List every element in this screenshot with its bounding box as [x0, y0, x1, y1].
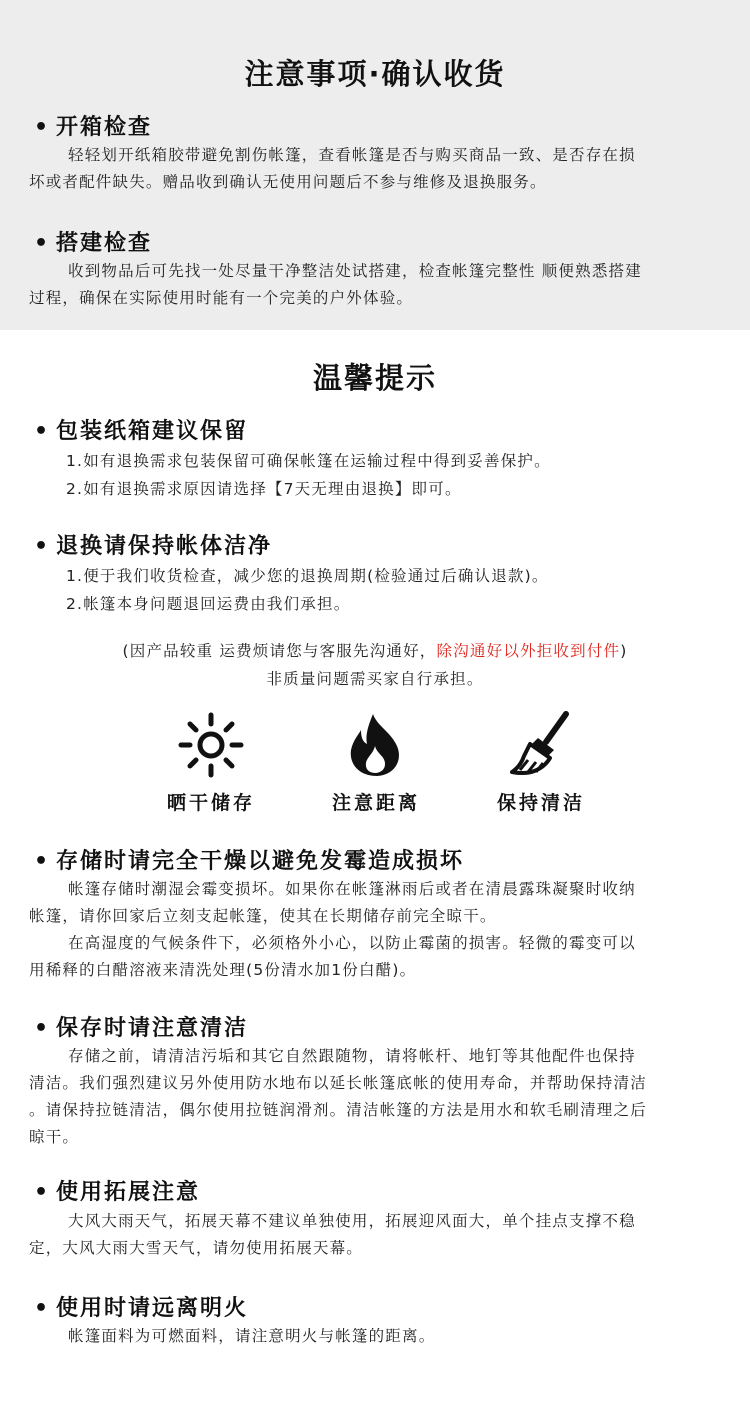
bullet: •	[34, 1180, 51, 1205]
bullet: •	[34, 419, 51, 444]
list-clean-return	[66, 562, 726, 618]
notice-line-1: (因产品较重 运费烦请您与客服先沟通好，除沟通好以外拒收到付件)	[122, 642, 628, 660]
heading-extension	[34, 1175, 200, 1206]
heading-text: 包装纸箱建议保留	[56, 419, 249, 444]
text-line: 坏或者配件缺失。赠品收到确认无使用问题后不参与维修及退换服务。	[29, 173, 547, 191]
heading-storage-dry	[34, 844, 464, 875]
list-keep-box	[66, 447, 726, 503]
heading-text: 使用时请远离明火	[56, 1296, 249, 1321]
notice-line-2: 非质量问题需买家自行承担。	[266, 670, 484, 688]
fire-icon	[347, 712, 405, 778]
text-line: 帐篷面料为可燃面料，请注意明火与帐篷的距离。	[68, 1327, 436, 1345]
text-line: 过程，确保在实际使用时能有一个完美的户外体验。	[29, 289, 414, 307]
heading-keep-clean	[34, 1011, 248, 1042]
list-item: 1.便于我们收货检查，减少您的退换周期(检验通过后确认退款)。	[66, 567, 549, 585]
bullet: •	[34, 849, 51, 874]
heading-text: 开箱检查	[56, 115, 153, 140]
bullet: •	[34, 115, 51, 140]
bullet: •	[34, 1016, 51, 1041]
list-item: 2.如有退换需求原因请选择【7天无理由退换】即可。	[66, 480, 462, 498]
heading-text: 存储时请完全干燥以避免发霉造成损坏	[56, 849, 465, 874]
heading-setup-check	[34, 226, 152, 257]
heading-unbox-check	[34, 110, 152, 141]
paragraph-extension	[29, 1208, 729, 1262]
heading-text: 使用拓展注意	[56, 1180, 201, 1205]
heading-fire-distance	[34, 1291, 248, 1322]
text-line: 用稀释的白醋溶液来清洗处理(5份清水加1份白醋)。	[29, 961, 417, 979]
heading-text: 退换请保持帐体洁净	[56, 534, 273, 559]
text-line: 大风大雨天气，拓展天幕不建议单独使用，拓展迎风面大，单个挂点支撑不稳	[68, 1212, 636, 1230]
section-title-confirm-receipt: 注意事项·确认收货	[244, 57, 506, 91]
icon-label-keep-distance: 注意距离	[331, 792, 420, 814]
notice-warning-red: 除沟通好以外拒收到付件	[436, 642, 621, 660]
text-line: 帐篷，请你回家后立刻支起帐篷，使其在长期储存前完全晾干。	[29, 907, 497, 925]
section-title-warm-tips: 温馨提示	[312, 361, 437, 395]
icon-label-dry-storage: 晒干储存	[166, 792, 255, 814]
paragraph-storage-dry	[29, 876, 729, 984]
broom-icon	[508, 710, 572, 780]
list-item: 1.如有退换需求包装保留可确保帐篷在运输过程中得到妥善保护。	[66, 452, 551, 470]
heading-clean-return	[34, 529, 272, 560]
text-line: 轻轻划开纸箱胶带避免割伤帐篷，查看帐篷是否与购买商品一致、是否存在损	[68, 146, 636, 164]
heading-text: 搭建检查	[56, 231, 153, 256]
heading-keep-box	[34, 414, 248, 445]
shipping-notice	[0, 637, 750, 693]
bullet: •	[34, 1296, 51, 1321]
paragraph-unbox-check	[29, 142, 729, 196]
text-line: 收到物品后可先找一处尽量干净整洁处试搭建，检查帐篷完整性 顺便熟悉搭建	[68, 262, 642, 280]
text-line: 在高湿度的气候条件下，必须格外小心，以防止霉菌的损害。轻微的霉变可以	[68, 934, 636, 952]
text-line: 。请保持拉链清洁，偶尔使用拉链润滑剂。清洁帐篷的方法是用水和软毛刷清理之后	[29, 1101, 647, 1119]
list-item: 2.帐篷本身问题退回运费由我们承担。	[66, 595, 351, 613]
text-line: 帐篷存储时潮湿会霉变损坏。如果你在帐篷淋雨后或者在清晨露珠凝聚时收纳	[68, 880, 636, 898]
bullet: •	[34, 534, 51, 559]
text-line: 定，大风大雨大雪天气，请勿使用拓展天幕。	[29, 1239, 364, 1257]
sun-icon	[178, 712, 244, 778]
bullet: •	[34, 231, 51, 256]
heading-text: 保存时请注意清洁	[56, 1016, 249, 1041]
paragraph-setup-check	[29, 258, 729, 312]
text-line: 清洁。我们强烈建议另外使用防水地布以延长帐篷底帐的使用寿命，并帮助保持清洁	[29, 1074, 647, 1092]
text-line: 存储之前，请清洁污垢和其它自然跟随物，请将帐杆、地钉等其他配件也保持	[68, 1047, 636, 1065]
text-line: 晾干。	[29, 1128, 80, 1146]
icon-label-keep-clean: 保持清洁	[496, 792, 585, 814]
paragraph-fire-distance	[29, 1323, 729, 1350]
paragraph-keep-clean	[29, 1043, 729, 1151]
